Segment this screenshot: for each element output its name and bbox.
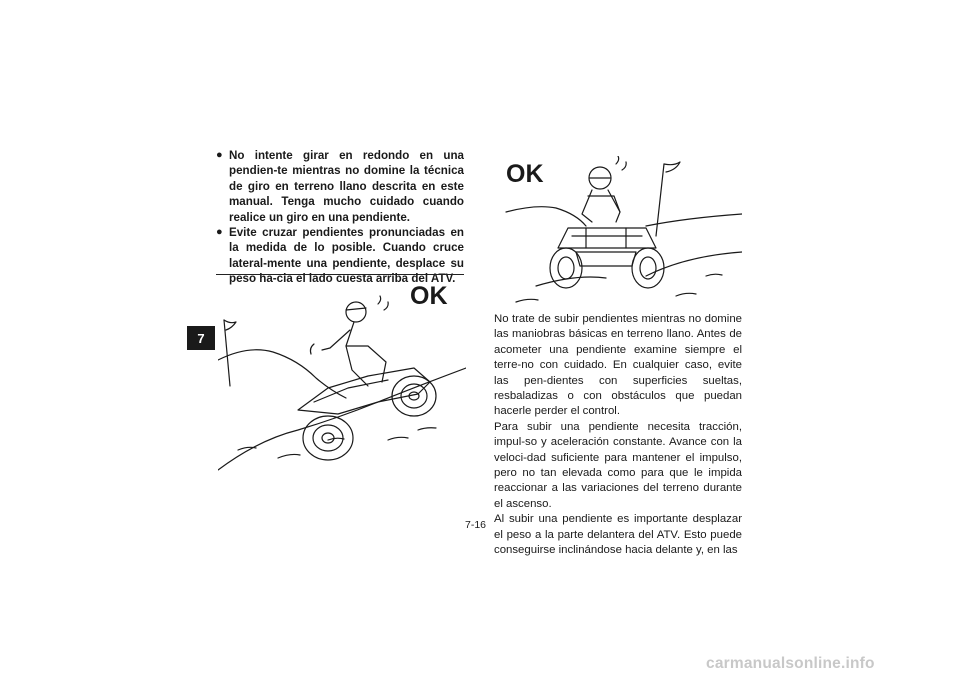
ok-label: OK [410,282,448,310]
paragraph: Para subir una pendiente necesita tracción, impul-so y aceleración constante. Avance con la veloci-dad suficiente para mantener el impulso, pero no tan elevada como para que le impida reaccionar a las variaciones del terreno durante el ascenso. [494,420,742,510]
bullet-item [216,225,464,287]
atv-slope-crossing-illustration [218,290,466,480]
bullet-item [216,148,464,225]
bullet-text: Evite cruzar pendientes pronunciadas en la medida de lo posible. Cuando cruce lateral-mente una pendiente, desplace su peso ha-cia el lado cuesta arriba del ATV. [229,226,464,286]
ok-label: OK [506,160,544,188]
paragraph: Al subir una pendiente es importante desplazar el peso a la parte delantera del ATV. Esto puede conseguirse inclinándose hacia delante y, en las [494,513,742,557]
warning-bullet-list [216,148,464,287]
page-number: 7-16 [465,519,487,531]
bullet-text: No intente girar en redondo en una pendien-te mientras no domine la técnica de giro en terreno llano descrita en este manual. Tenga mucho cuidado cuando realice un giro en una pendiente. [229,149,464,224]
bullet-dot-icon: ● [216,226,223,239]
watermark: carmanualsonline.info [706,655,875,672]
chapter-tab: 7 [187,326,215,350]
paragraph: No trate de subir pendientes mientras no domine las maniobras básicas en terreno llano. Antes de acometer una pendiente examine siempre el terre-no con cuidado. En cualquier caso, evite las pen-dientes con superficies sueltas, resbaladizas o con obstáculos que puedan hacerle perder el control. [494,313,742,418]
body-text [494,312,742,559]
section-divider [216,274,464,275]
bullet-dot-icon: ● [216,149,223,161]
